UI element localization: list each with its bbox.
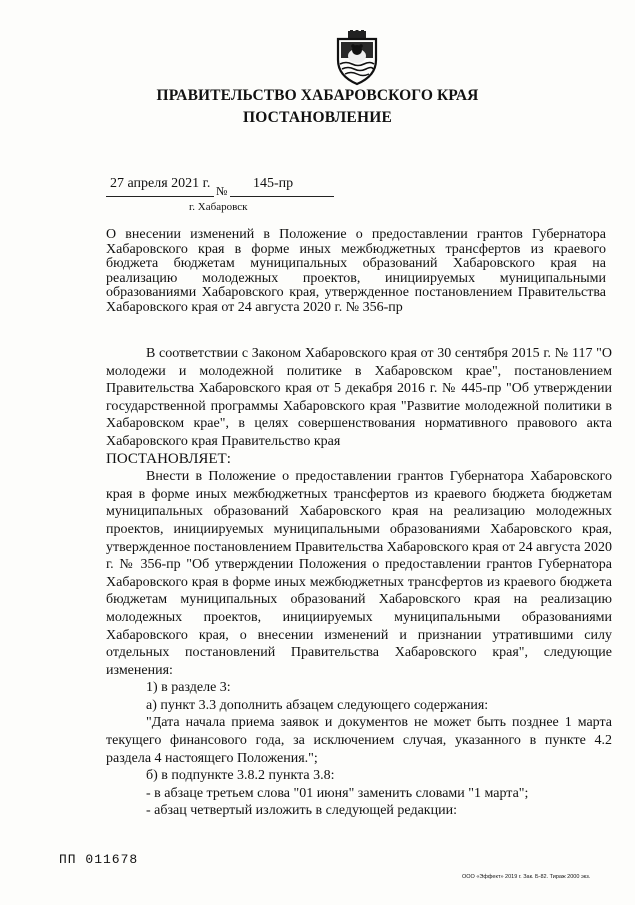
- decree-word: ПОСТАНОВЛЯЕТ:: [106, 450, 231, 467]
- organization-title: ПРАВИТЕЛЬСТВО ХАБАРОВСКОГО КРАЯ: [156, 87, 479, 104]
- item-1b-dash-1: - в абзаце третьем слова "01 июня" заменить словами "1 марта";: [146, 785, 529, 801]
- document-city: г. Хабаровск: [189, 201, 248, 213]
- quoted-text: "Дата начала приема заявок и документов не может быть позднее 1 марта текущего финансового года, за исключением случая, указанного в пункте 4.2 раздела 4 настоящего Положения.";: [106, 715, 612, 766]
- serial-number: ПП 011678: [59, 852, 139, 867]
- document-number: 145-пр: [253, 176, 294, 191]
- document-subject: О внесении изменений в Положение о предоставлении грантов Губернатора Хабаровского края в форме иных межбюджетных трансфертов из краевого бюджета бюджетам муниципальных образований Хабаровского края на реализацию молодежных проектов, инициируемых муниципальными образованиями Хабаровского края, утвержденное постановлением Правительства Хабаровского края от 24 августа 2020 г. № 356-пр: [106, 227, 606, 315]
- document-date: 27 апреля 2021 г.: [110, 176, 211, 191]
- printer-imprint: ООО «Эффект» 2019 г. Зак. Б-82. Тираж 2000 экз.: [462, 874, 591, 880]
- document-type-title: ПОСТАНОВЛЕНИЕ: [242, 109, 393, 126]
- item-1b: б) в подпункте 3.8.2 пункта 3.8:: [146, 768, 335, 784]
- number-underline: [230, 196, 334, 197]
- document-body: [106, 345, 612, 820]
- item-1b-dash-2: - абзац четвертый изложить в следующей редакции:: [146, 803, 457, 819]
- item-1a: а) пункт 3.3 дополнить абзацем следующего содержания:: [146, 697, 489, 713]
- preamble-paragraph: В соответствии с Законом Хабаровского края от 30 сентября 2015 г. № 117 "О молодежи и молодежной политике в Хабаровском крае", постановлением Правительства Хабаровского края от 5 декабря 2016 г. № 445-пр "Об утверждении государственной программы Хабаровского края "Развитие молодежной политики в Хабаровском крае", в целях совершенствования нормативного правового акта Хабаровского края Правительство края: [106, 346, 612, 449]
- date-underline: [106, 196, 214, 197]
- main-paragraph: Внести в Положение о предоставлении грантов Губернатора Хабаровского края в форме иных межбюджетных трансфертов из краевого бюджета бюджетам муниципальных образований Хабаровского края на реализацию молодежных проектов, инициируемых муниципальными образованиями Хабаровского края, утвержденное постановлением Правительства Хабаровского края от 24 августа 2020 г. № 356-пр "Об утверждении Положения о предоставлении грантов Губернатора Хабаровского края в форме иных межбюджетных трансфертов из краевого бюджета бюджетам муниципальных образований Хабаровского края на реализацию молодежных проектов, инициируемых муниципальными образованиями Хабаровского края, о внесении изменений и признании утратившими силу отдельных постановлений Правительства Хабаровского края", следующие изменения:: [106, 469, 612, 678]
- coat-of-arms-emblem: [334, 30, 380, 86]
- item-1: 1) в разделе 3:: [146, 680, 231, 696]
- number-sign: №: [216, 184, 228, 198]
